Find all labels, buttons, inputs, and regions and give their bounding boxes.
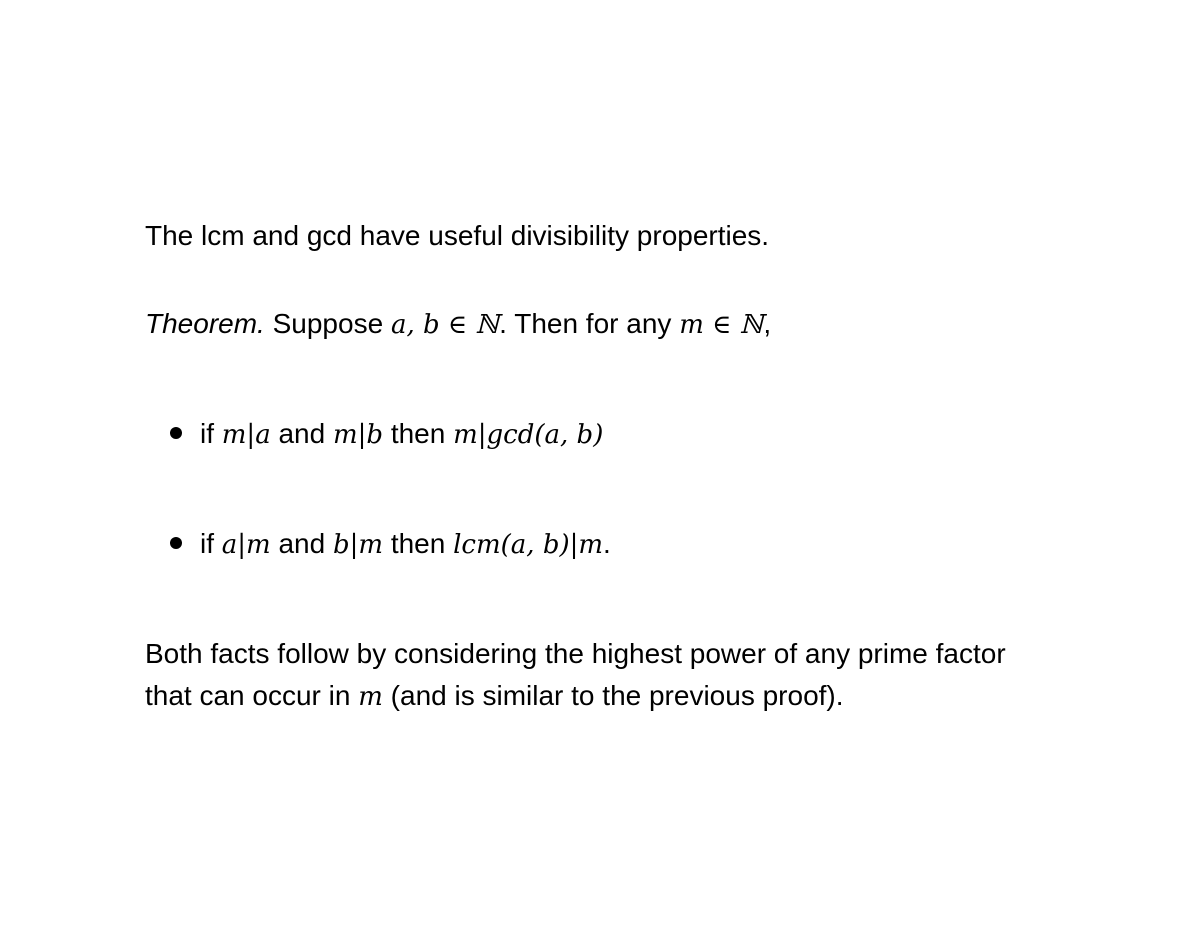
bullet-item-lcm: [170, 530, 611, 558]
theorem-math-1: a, b ∈ ℕ: [390, 310, 500, 340]
bullet-math-1: m|a: [221, 420, 271, 450]
bullet-math-3: m|gcd(a, b): [453, 420, 604, 450]
bullet-item-gcd: [170, 420, 603, 448]
bullet-text-2: and: [270, 528, 333, 559]
bullet-text-3: then: [383, 528, 454, 559]
bullet-text-1: if: [200, 528, 222, 559]
bullet-icon: [170, 427, 182, 439]
intro-text: [145, 222, 769, 250]
bullet-text-3: then: [383, 418, 454, 449]
bullet-text-1: if: [200, 418, 222, 449]
bullet-math-2: m|b: [332, 420, 384, 450]
bullet-math-1: a|m: [221, 530, 271, 560]
conclusion-line-2: [145, 682, 844, 710]
conclusion-line-1: [145, 640, 1006, 668]
theorem-text-3: ,: [763, 308, 772, 339]
bullet-text-4: .: [603, 528, 611, 559]
intro-sentence: The lcm and gcd have useful divisibility properties.: [145, 220, 770, 251]
theorem-label: Theorem.: [145, 308, 265, 339]
theorem-text-1: Suppose: [264, 308, 391, 339]
bullet-math-2: b|m: [332, 530, 384, 560]
theorem-text-2: . Then for any: [499, 308, 680, 339]
conclusion-text-2a: that can occur in: [145, 680, 359, 711]
bullet-math-3: lcm(a, b)|m: [453, 530, 604, 560]
theorem-math-2: m ∈ ℕ: [679, 310, 764, 340]
bullet-icon: [170, 537, 182, 549]
bullet-text-2: and: [270, 418, 333, 449]
theorem-statement: [145, 310, 771, 338]
conclusion-math: m: [358, 682, 383, 712]
conclusion-text-2b: (and is similar to the previous proof).: [382, 680, 844, 711]
conclusion-text-1: Both facts follow by considering the highest power of any prime factor: [145, 638, 1006, 669]
